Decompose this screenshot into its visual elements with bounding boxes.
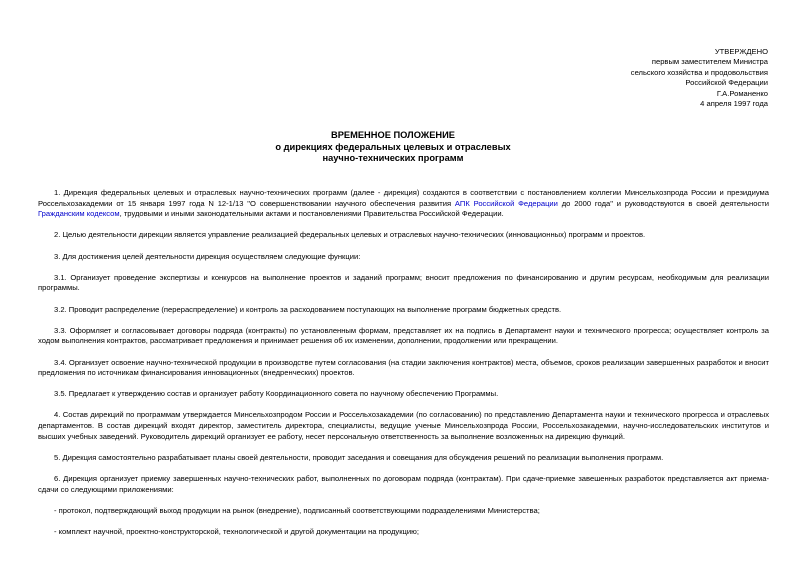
paragraph-gap [38, 463, 769, 474]
approval-line: Российской Федерации [685, 78, 768, 88]
bullet-item: - протокол, подтверждающий выход продукции на рынок (внедрение), подписанный соответствующими подразделениями Министерства; [54, 505, 540, 515]
paragraph-gap [38, 400, 769, 411]
approval-stamp [568, 47, 768, 109]
paragraph-gap [38, 315, 769, 326]
document-title [180, 130, 606, 165]
paragraph-3: 3. Для достижения целей деятельности дирекция осуществляем следующие функции: [54, 251, 361, 261]
paragraph-6: 6. Дирекция организует приемку завершенных научно-технических работ, выполненных по договорам подряда (контрактам). При сдаче-приемке завешенных разработок представляется акт приема-сдачи со следующими приложениями: [38, 474, 769, 494]
bullet-item: - комплект научной, проектно-конструкторской, технологической и другой документации на продукцию; [54, 527, 419, 536]
title-line: ВРЕМЕННОЕ ПОЛОЖЕНИЕ [330, 130, 456, 140]
paragraph-3-3: 3.3. Оформляет и согласовывает договоры подряда (контракты) по установленным формам, представляет их на подпись в Департамент науки и технического прогресса; осуществляет контроль за ходом выполнения контрактов, рассматривает предложения и принимает решения об их изменении, дополнении, продолжении или прекращении. [38, 325, 769, 346]
paragraph-4: 4. Состав дирекций по программам утверждается Минсельхозпродом России и Россельхозакадемии (по согласованию) по представлению Департамента науки и технического прогресса и отраслевых департаментов. В состав дирекций входят директор, заместитель директора, специалисты, ведущие ученые Минсельхозпрода России, Россельхозакадемии, научно-исследовательских институтов и высших учебных заведений. Руководитель дирекций организует ее работу, несет персональную ответственность за выполнение возложенных на дирекцию функций. [38, 410, 769, 441]
paragraph-gap [38, 294, 769, 305]
approval-line: УТВЕРЖДЕНО [714, 47, 768, 56]
paragraph-1-text-c: , трудовыми и иными законодательными актами и постановлениями Правительства Российской Федерации. [119, 209, 504, 219]
paragraph-2: 2. Целью деятельности дирекции является управление реализацией федеральных целевых и отраслевых научно-технических (инновационных) программ и проектов. [54, 230, 646, 240]
link-apk[interactable]: АПК Российской Федерации [454, 198, 558, 208]
paragraph-3-4: 3.4. Организует освоение научно-технической продукции в производстве путем согласования (на стадии заключения контрактов) места, объемов, сроков реализации завершенных разработок и вносит предложения по источникам финансирования инновационных (внедренческих) проектов. [38, 357, 769, 378]
document-body [38, 188, 769, 538]
approval-line: 4 апреля 1997 года [700, 99, 768, 109]
paragraph-gap [38, 241, 769, 252]
approval-line: Г.А.Романенко [716, 88, 768, 98]
paragraph-3-1: 3.1. Организует проведение экспертизы и конкурсов на выполнение проектов и заданий программ; вносит предложения по финансированию и другим ресурсам, необходимым для реализации программы. [38, 272, 769, 293]
paragraph-gap [38, 442, 769, 453]
paragraph-gap [38, 220, 769, 231]
paragraph-5: 5. Дирекция самостоятельно разрабатывает планы своей деятельности, проводит заседания и совещания для обсуждения решений по реализации выполнения программ. [54, 452, 664, 462]
paragraph-gap [38, 516, 769, 527]
paragraph-3-5: 3.5. Предлагает к утверждению состав и организует работу Координационного совета по научному обеспечению Программы. [54, 389, 499, 399]
link-civil-code[interactable]: Гражданским кодексом [38, 209, 120, 219]
paragraph-3-2: 3.2. Проводит распределение (перераспределение) и контроль за расходованием поступающих на выполнение программ бюджетных средств. [54, 304, 562, 314]
paragraph-gap [38, 379, 769, 390]
paragraph-1 [38, 188, 769, 220]
paragraph-gap [38, 495, 769, 506]
approval-line: сельского хозяйства и продовольствия [630, 67, 768, 77]
title-line: о дирекциях федеральных целевых и отраслевых [275, 141, 511, 152]
approval-line: первым заместителем Министра [651, 57, 768, 67]
title-line: научно-технических программ [322, 153, 464, 164]
paragraph-1-text-a: 1. Дирекция федеральных целевых и отраслевых научно-технических программ (далее - дирекция) создаются в соответствии с постановлением коллегии Минсельхозпрода России и президиума Россельхозакадемии от 15 января 1997 года N 12-1/13 "О совершенствовании научного обеспечения развития [38, 188, 769, 208]
paragraph-gap [38, 347, 769, 358]
paragraph-1-text-b: до 2000 года" и руководствуются в своей деятельности [557, 198, 769, 208]
paragraph-gap [38, 262, 769, 273]
